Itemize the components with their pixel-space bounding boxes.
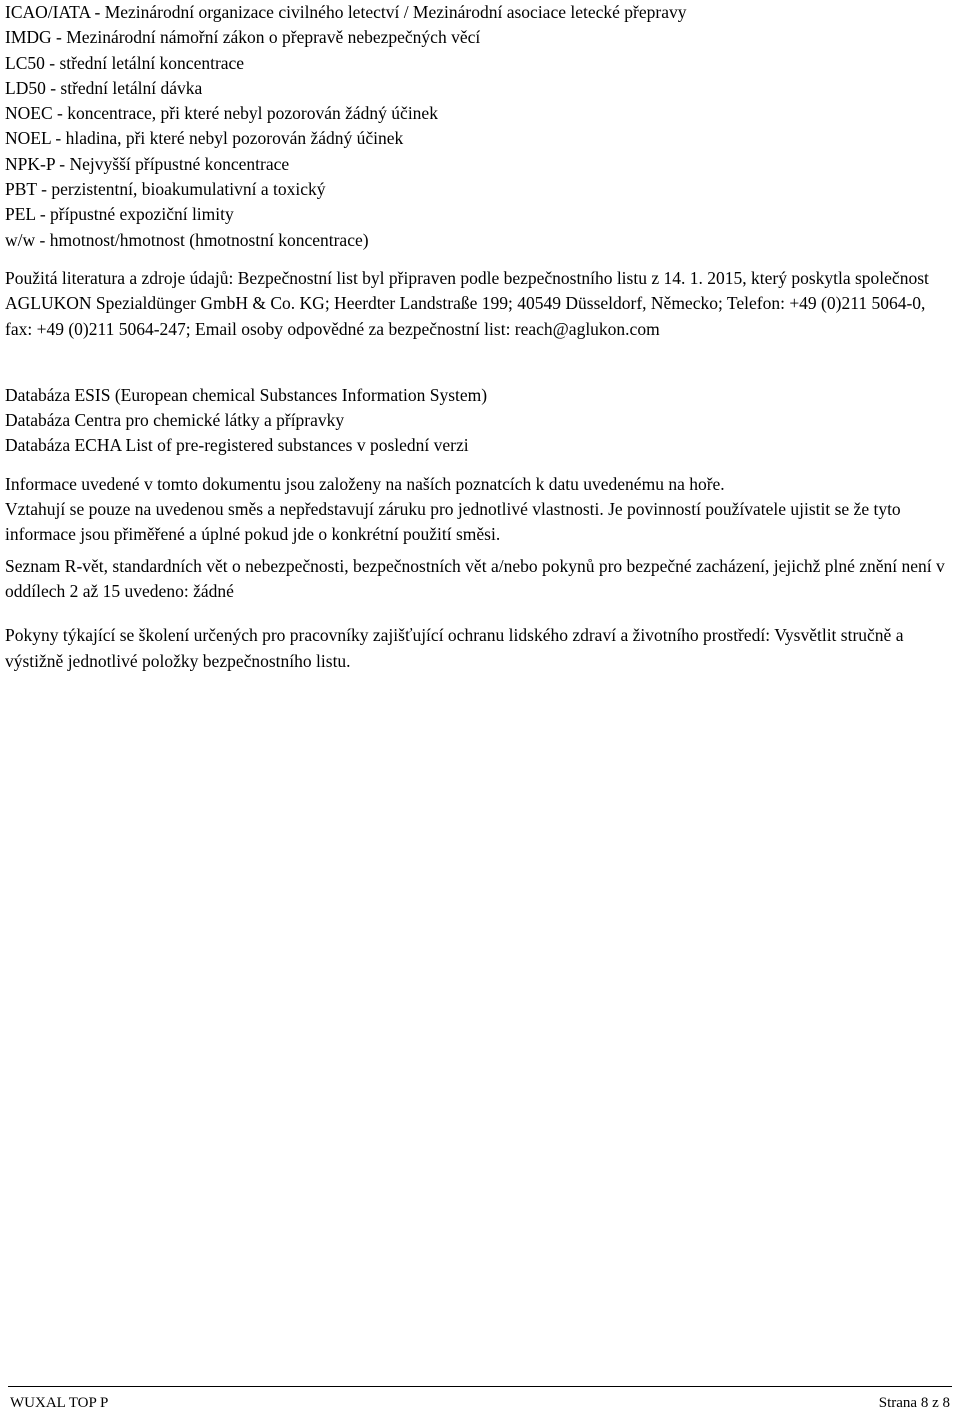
abbreviation-item: LC50 - střední letální koncentrace: [5, 52, 245, 73]
r-phrases-paragraph: Seznam R-vět, standardních vět o nebezpečnosti, bezpečnostních vět a/nebo pokynů pro bezpečné zacházení, jejichž plné znění není v oddílech 2 až 15 uvedeno: žádné: [5, 555, 945, 601]
abbreviation-item: w/w - hmotnost/hmotnost (hmotnostní koncentrace): [5, 229, 369, 250]
footer-product-name: WUXAL TOP P: [10, 1395, 109, 1411]
page-footer: [8, 1386, 952, 1415]
info-paragraph: Informace uvedené v tomto dokumentu jsou založeny na naších poznatcích k datu uvedenému na hoře.: [5, 473, 725, 494]
disclaimer-paragraph: Vztahují se pouze na uvedenou směs a nepředstavují záruku pro jednotlivé vlastnosti. Je povinností používatele ujistit se že tyto informace jsou přiměřené a úplné pokud jde o konkrétní použití směsi.: [5, 499, 901, 545]
training-paragraph: Pokyny týkající se školení určených pro pracovníky zajišťující ochranu lidského zdraví a životního prostředí: Vysvětlit stručně a výstižně jednotlivé položky bezpečnostního listu.: [5, 625, 904, 671]
abbreviation-item: NPK-P - Nejvyšší přípustné koncentrace: [5, 153, 290, 174]
abbreviation-item: NOEL - hladina, při které nebyl pozorován žádný účinek: [5, 128, 404, 149]
database-item: Databáza ESIS (European chemical Substances Information System): [5, 384, 488, 405]
document-page: [5, 0, 955, 674]
abbreviation-item: LD50 - střední letální dávka: [5, 77, 203, 98]
abbreviation-item: ICAO/IATA - Mezinárodní organizace civilného letectví / Mezinárodní asociace letecké přepravy: [5, 2, 687, 22]
abbreviation-list: [5, 0, 955, 253]
literature-paragraph: Použitá literatura a zdroje údajů: Bezpečnostní list byl připraven podle bezpečnostního listu z 14. 1. 2015, který poskytla společnost AGLUKON Spezialdünger GmbH & Co. KG; Heerdter Landstraße 199; 40549 Düsseldorf, Německo; Telefon: +49 (0)211 5064-0, fax: +49 (0)211 5064-247; Email osoby odpovědné za bezpečnostní list: reach@aglukon.com: [5, 267, 929, 339]
abbreviation-item: NOEC - koncentrace, při které nebyl pozorován žádný účinek: [5, 103, 438, 124]
database-item: Databáza Centra pro chemické látky a přípravky: [5, 410, 345, 431]
database-item: Databáza ECHA List of pre-registered substances v poslední verzi: [5, 435, 469, 456]
abbreviation-item: IMDG - Mezinárodní námořní zákon o přepravě nebezpečných věcí: [5, 27, 481, 48]
abbreviation-item: PEL - přípustné expoziční limity: [5, 204, 234, 225]
database-list: [5, 383, 955, 459]
footer-page-number: Strana 8 z 8: [878, 1395, 950, 1411]
abbreviation-item: PBT - perzistentní, bioakumulativní a toxický: [5, 179, 326, 200]
